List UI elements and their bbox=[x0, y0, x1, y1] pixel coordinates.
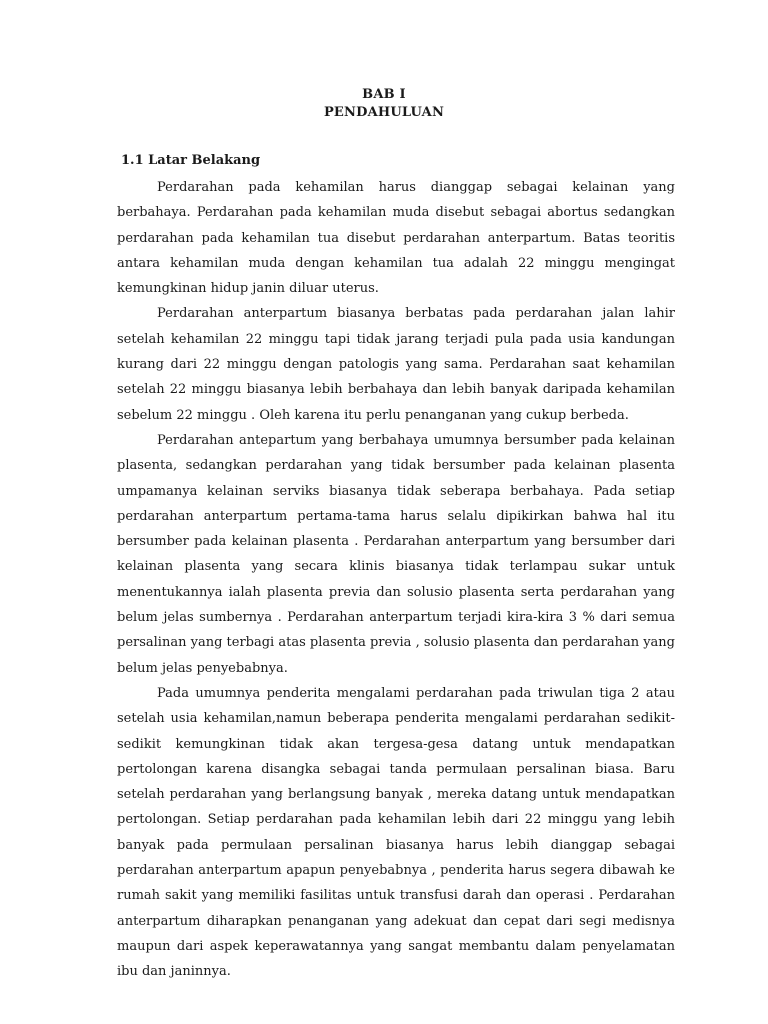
paragraph: Pada umumnya penderita mengalami perdarahan pada triwulan tiga 2 atau setelah usia kehamilan,namun beberapa penderita mengalami perdarahan sedikit-sedikit kemungkinan tidak akan tergesa-gesa datang untuk mendapatkan pertolongan karena disangka sebagai tanda permulaan persalinan biasa. Baru setelah perdarahan yang berlangsung banyak , mereka datang untuk mendapatkan pertolongan. Setiap perdarahan pada kehamilan lebih dari 22 minggu yang lebih banyak pada permulaan persalinan biasanya harus lebih dianggap sebagai perdarahan anterpartum apapun penyebabnya , penderita harus segera dibawah ke rumah sakit yang memiliki fasilitas untuk transfusi darah dan operasi . Perdarahan anterpartum diharapkan penanganan yang adekuat dan cepat dari segi medisnya maupun dari aspek keperawatannya yang sangat membantu dalam penyelamatan ibu dan janinnya. bbox=[117, 685, 675, 980]
body-text bbox=[117, 175, 675, 985]
chapter-heading bbox=[0, 86, 768, 122]
paragraph: Perdarahan pada kehamilan harus dianggap sebagai kelainan yang berbahaya. Perdarahan pada kehamilan muda disebut sebagai abortus sedangkan perdarahan pada kehamilan tua disebut perdarahan anterpartum. Batas teoritis antara kehamilan muda dengan kehamilan tua adalah 22 minggu mengingat kemungkinan hidup janin diluar uterus. bbox=[117, 180, 675, 297]
chapter-title: PENDAHULUAN bbox=[323, 105, 445, 120]
section-heading: 1.1 Latar Belakang bbox=[121, 153, 261, 168]
chapter-number: BAB I bbox=[362, 87, 406, 102]
paragraph: Perdarahan antepartum yang berbahaya umumnya bersumber pada kelainan plasenta, sedangkan perdarahan yang tidak bersumber pada kelainan plasenta umpamanya kelainan serviks biasanya tidak seberapa berbahaya. Pada setiap perdarahan anterpartum pertama-tama harus selalu dipikirkan bahwa hal itu bersumber pada kelainan plasenta . Perdarahan anterpartum yang bersumber dari kelainan plasenta yang secara klinis biasanya tidak terlampau sukar untuk menentukannya ialah plasenta previa dan solusio plasenta serta perdarahan yang belum jelas sumbernya . Perdarahan anterpartum terjadi kira-kira 3 % dari semua persalinan yang terbagi atas plasenta previa , solusio plasenta dan perdarahan yang belum jelas penyebabnya. bbox=[117, 432, 675, 676]
paragraph: Perdarahan anterpartum biasanya berbatas pada perdarahan jalan lahir setelah kehamilan 22 minggu tapi tidak jarang terjadi pula pada usia kandungan kurang dari 22 minggu dengan patologis yang sama. Perdarahan saat kehamilan setelah 22 minggu biasanya lebih berbahaya dan lebih banyak daripada kehamilan sebelum 22 minggu . Oleh karena itu perlu penanganan yang cukup berbeda. bbox=[117, 306, 675, 423]
